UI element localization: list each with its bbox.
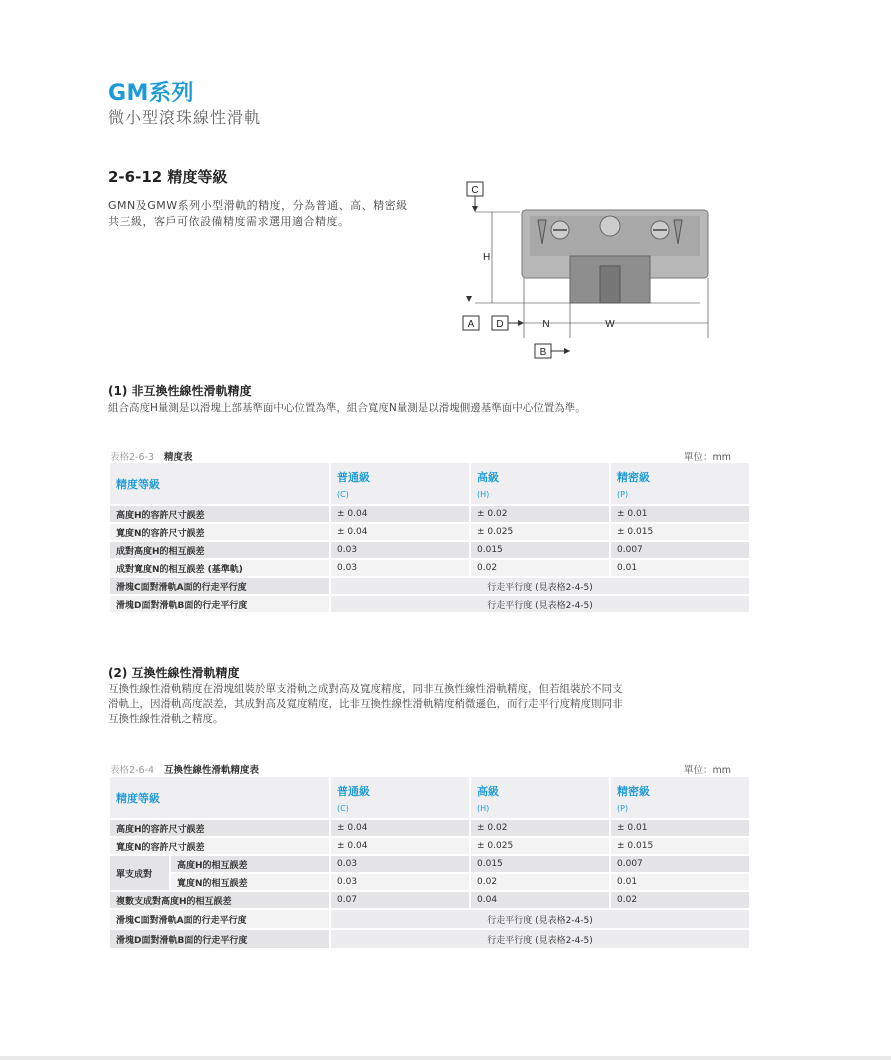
page-bottom-border [0,1056,891,1060]
svg-text:C: C [471,185,479,196]
table1-grade-h: 高級 (H) [470,463,610,505]
page-subtitle: 微小型滾珠線性滑軌 [108,108,262,127]
table1-header-row [110,463,750,505]
rail-cross-section-diagram [460,178,720,364]
label-w: W [605,319,615,330]
table-row: 高度H的容許尺寸誤差 ± 0.04 ± 0.02 ± 0.01 [110,819,750,837]
table2-interchangeable-accuracy [110,777,751,950]
table1-header-label-cell [110,463,330,505]
svg-text:A: A [467,319,475,330]
table-row: 滑塊C面對滑軌A面的行走平行度 行走平行度 (見表格2-4-5) [110,577,750,595]
part1-heading: (1) 非互換性線性滑軌精度 [108,384,252,398]
table1-caption-name: 精度表 [164,452,193,463]
svg-text:D: D [496,319,504,330]
label-a-box [463,316,479,330]
table1-grade-p: 精密級 (P) [610,463,750,505]
label-c-box [467,182,483,196]
table-row: 滑塊D面對滑軌B面的行走平行度 行走平行度 (見表格2-4-5) [110,595,750,613]
table1-header-label: 精度等級 [116,477,160,491]
part1-text: 組合高度H量測是以滑塊上部基準面中心位置為準，組合寬度N量測是以滑塊側邊基準面中心位置為準。 [108,402,586,414]
table2-unit: 單位：mm [684,765,732,776]
part2-text-line: 互換性線性滑軌之精度。 [108,713,224,725]
label-d-box [492,316,508,330]
table2-header-label: 精度等級 [116,791,160,805]
part2-text-line: 互換性線性滑軌精度在滑塊組裝於單支滑軌之成對高及寬度精度，同非互換性線性滑軌精度，但若組裝於不同支 [108,683,623,695]
table2-caption-name: 互換性線性滑軌精度表 [164,765,260,776]
table-row: 成對高度H的相互誤差 0.03 0.015 0.007 [110,541,750,559]
table1-caption-label: 表格2-6-3 [110,452,154,463]
table2-caption-label: 表格2-6-4 [110,765,154,776]
table-row: 複數支成對高度H的相互誤差 0.07 0.04 0.02 [110,891,750,909]
table-row: 寬度N的容許尺寸誤差 ± 0.04 ± 0.025 ± 0.015 [110,837,750,855]
page-title: GM系列 [108,81,194,106]
table-row: 滑塊C面對滑軌A面的行走平行度 行走平行度 (見表格2-4-5) [110,909,750,929]
label-b-box [535,344,551,358]
table-row: 成對寬度N的相互誤差 (基準軌) 0.03 0.02 0.01 [110,559,750,577]
section-intro: GMN及GMW系列小型滑軌的精度，分為普通、高、精密級共三級，客戶可依設備精度需求選用適合精度。 [108,199,408,228]
table1-accuracy [110,463,751,614]
table2-grade-p: 精密級 (P) [610,777,750,819]
table1-caption [110,449,193,463]
table-row: 高度H的容許尺寸誤差 ± 0.04 ± 0.02 ± 0.01 [110,505,750,523]
table1-unit: 單位：mm [684,452,732,463]
part2-text [108,682,788,727]
section-heading: 2-6-12 精度等級 [108,168,228,186]
table1-grade-c: 普通級 (C) [330,463,470,505]
part2-text-line: 滑軌上，因滑軌高度誤差，其成對高及寬度精度，比非互換性線性滑軌精度稍微遜色，而行走平行度精度則同非 [108,698,623,710]
table-row: 寬度N的容許尺寸誤差 ± 0.04 ± 0.025 ± 0.015 [110,523,750,541]
table-row: 滑塊D面對滑軌B面的行走平行度 行走平行度 (見表格2-4-5) [110,929,750,949]
table2-grade-c: 普通級 (C) [330,777,470,819]
table2-header-label-cell [110,777,330,819]
table-row: 單支成對 高度H的相互誤差 0.03 0.015 0.007 [110,855,750,873]
svg-text:B: B [539,347,547,358]
table2-grade-h: 高級 (H) [470,777,610,819]
label-n: N [542,319,550,330]
table-row: 寬度N的相互誤差 0.03 0.02 0.01 [110,873,750,891]
table2-header-row [110,777,750,819]
part2-heading: (2) 互換性線性滑軌精度 [108,666,240,680]
table2-group-label: 單支成對 [110,855,170,891]
label-h: H [483,252,491,263]
table2-caption [110,762,259,776]
